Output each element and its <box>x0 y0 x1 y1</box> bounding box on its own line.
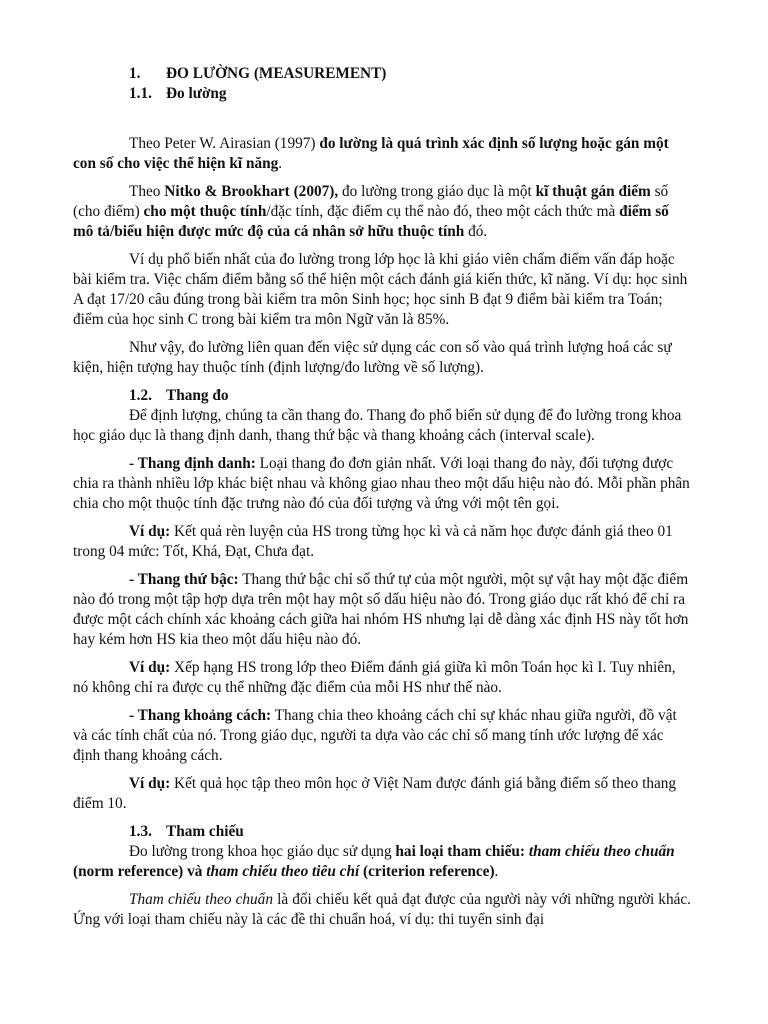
heading-text: ĐO LƯỜNG (MEASUREMENT) <box>166 65 387 82</box>
text-run: Loại thang đo đơn giản nhất. Với loại thang đo này, đối tượng được chia ra thành nhiều lớp khác biệt nhau và không giao nhau theo một dấu hiệu nào đó. Mỗi phần phân chia cho một thuộc tính đặc trưng nào đó của đối tượng và ứng với một tên gọi. <box>73 455 690 512</box>
paragraph-interval-scale <box>73 706 691 766</box>
document-body <box>73 64 691 930</box>
text-run: số (cho điểm) <box>73 183 669 220</box>
paragraph-ordinal-example <box>73 658 691 698</box>
text-run: (criterion reference) <box>359 863 495 880</box>
paragraph-interval-example <box>73 774 691 814</box>
paragraph-ordinal-scale <box>73 570 691 650</box>
section-heading-1 <box>73 64 691 84</box>
text-run: tham chiếu theo tiêu chí <box>206 863 360 880</box>
text-run: điểm số mô tả/biểu hiện được mức độ của cá nhân sở hữu thuộc tính <box>73 203 669 240</box>
text-run: cho một thuộc tính <box>143 203 267 220</box>
text-run: - Thang định danh: <box>129 455 256 472</box>
text-run: Để định lượng, chúng ta cần thang đo. Thang đo phổ biến sử dụng để đo lường trong khoa học giáo dục là thang định danh, thang thứ bậc và thang khoảng cách (interval scale). <box>73 407 682 444</box>
text-run: Ví dụ phổ biến nhất của đo lường trong lớp học là khi giáo viên chấm điểm vấn đáp hoặc bài kiểm tra. Việc chấm điểm bằng số thể hiện một cách đánh giá kiến thức, kĩ năng. Ví dụ: học sinh A đạt 17/20 câu đúng trong bài kiểm tra môn Sinh học; học sinh B đạt 9 điểm bài kiểm tra Toán; điểm của học sinh C trong bài kiểm tra môn Ngữ văn là 85%. <box>73 251 688 328</box>
text-run: Ví dụ: <box>129 659 171 676</box>
heading-text: Thang đo <box>166 387 229 404</box>
text-run: (norm reference) và <box>73 863 207 880</box>
text-run: Ví dụ: <box>129 775 171 792</box>
text-run: - Thang thứ bậc: <box>129 571 239 588</box>
text-run: Nitko & Brookhart (2007), <box>164 183 339 200</box>
heading-text: Đo lường <box>166 85 227 102</box>
heading-number: 1.2. <box>129 387 152 404</box>
text-run: tham chiếu theo chuẩn <box>528 843 675 860</box>
text-run: đo lường trong giáo dục là một <box>338 183 536 200</box>
paragraph-nominal-scale <box>73 454 691 514</box>
text-run: Theo <box>129 183 165 200</box>
text-run: đó. <box>464 223 488 240</box>
text-run: Xếp hạng HS trong lớp theo Điểm đánh giá giữa kì môn Toán học kì I. Tuy nhiên, nó không chỉ ra được cụ thể những đặc điểm của mỗi HS như thế nào. <box>73 659 676 696</box>
text-run: Kết quả học tập theo môn học ở Việt Nam được đánh giá bằng điểm số theo thang điểm 10. <box>73 775 677 812</box>
heading-text: Tham chiếu <box>166 823 244 840</box>
text-run: Thang thứ bậc chỉ số thứ tự của một người, một sự vật hay một đặc điểm nào đó trong một tập hợp dựa trên một hay một số dấu hiệu nào đó. Trong giáo dục rất khó để chỉ ra được một cách chính xác khoảng cách giữa hai nhóm HS nhưng lại dễ dàng xác định HS này tốt hơn hay kém hơn HS kia theo một dấu hiệu nào đó. <box>73 571 689 648</box>
text-run: đo lường là quá trình xác định số lượng hoặc gán một con số cho việc thể hiện kĩ năng <box>73 135 669 172</box>
section-heading-1-3 <box>73 822 691 842</box>
paragraph-nominal-example <box>73 522 691 562</box>
text-run: Đo lường trong khoa học giáo dục sử dụng <box>129 843 396 860</box>
paragraph-nitko-brookhart-definition <box>73 182 691 242</box>
section-heading-1-2 <box>73 386 691 406</box>
text-run: Tham chiếu theo chuẩn <box>129 891 273 908</box>
heading-number: 1. <box>129 65 141 82</box>
text-run: Thang chia theo khoảng cách chỉ sự khác nhau giữa người, đồ vật và các tính chất của nó. Trong giáo dục, người ta dựa vào các chỉ số mang tính ước lượng để xác định thang khoảng cách. <box>73 707 677 764</box>
text-run: hai loại tham chiếu: <box>395 843 529 860</box>
text-run: /đặc tính, đặc điểm cụ thể nào đó, theo một cách thức mà <box>266 203 620 220</box>
text-run: Theo Peter W. Airasian (1997) <box>129 135 320 152</box>
text-run: Ví dụ: <box>129 523 171 540</box>
text-run: kĩ thuật gán điểm <box>535 183 651 200</box>
heading-number: 1.1. <box>129 85 152 102</box>
text-run: là đối chiếu kết quả đạt được của người này với những người khác. Ứng với loại tham chiếu này là các đề thi chuẩn hoá, ví dụ: thi tuyển sinh đại <box>73 891 691 928</box>
paragraph-classroom-example <box>73 250 691 330</box>
text-run: . <box>494 863 499 880</box>
paragraph-scales-intro <box>73 406 691 446</box>
paragraph-norm-reference <box>73 890 691 930</box>
paragraph-airasian-definition <box>73 134 691 174</box>
text-run: - Thang khoảng cách: <box>129 707 272 724</box>
paragraph-measurement-summary <box>73 338 691 378</box>
text-run: . <box>278 155 283 172</box>
text-run: Kết quả rèn luyện của HS trong từng học kì và cả năm học được đánh giá theo 01 trong 04 mức: Tốt, Khá, Đạt, Chưa đạt. <box>73 523 673 560</box>
section-heading-1-1 <box>73 84 691 104</box>
heading-number: 1.3. <box>129 823 152 840</box>
paragraph-reference-types <box>73 842 691 882</box>
text-run: Như vậy, đo lường liên quan đến việc sử dụng các con số vào quá trình lượng hoá các sự kiện, hiện tượng hay thuộc tính (định lượng/đo lường về số lượng). <box>73 339 672 376</box>
